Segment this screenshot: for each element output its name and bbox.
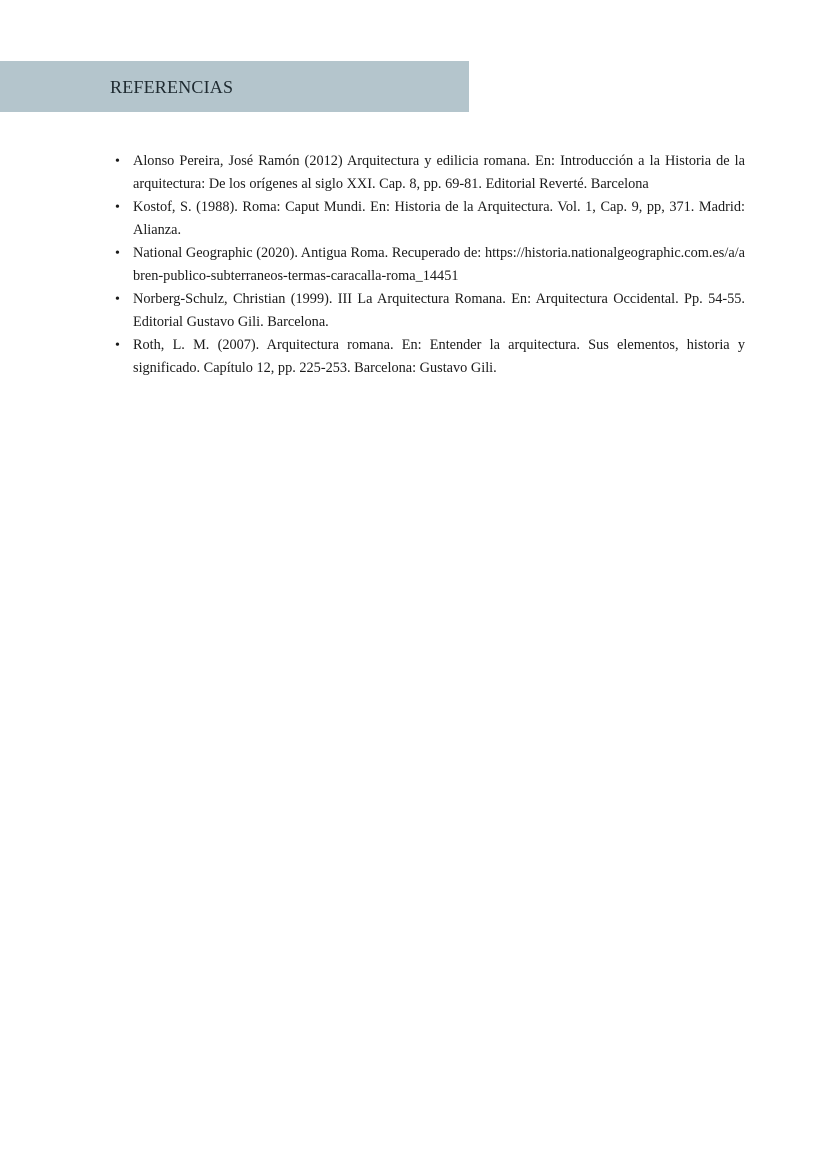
reference-text: National Geographic (2020). Antigua Roma. Recuperado de: bbox=[133, 245, 482, 261]
reference-text: Alonso Pereira, José Ramón (2012) Arquitectura y edilicia romana. En: Introducción a la Historia de la arquitectura: De los orígenes al siglo XXI. Cap. 8, pp. 69-81. Editorial Reverté. Barcelona bbox=[133, 153, 745, 192]
reference-item bbox=[115, 334, 745, 380]
section-title: REFERENCIAS bbox=[110, 77, 234, 97]
bullet-icon: • bbox=[115, 200, 120, 215]
reference-item bbox=[115, 150, 745, 196]
reference-text: Norberg-Schulz, Christian (1999). III La Arquitectura Romana. En: Arquitectura Occidental. Pp. 54-55. Editorial Gustavo Gili. Barcelona. bbox=[133, 291, 745, 330]
bullet-icon: • bbox=[115, 292, 120, 307]
reference-item bbox=[115, 242, 745, 288]
reference-text: Kostof, S. (1988). Roma: Caput Mundi. En: Historia de la Arquitectura. Vol. 1, Cap. 9, pp, 371. Madrid: Alianza. bbox=[133, 199, 745, 238]
bullet-icon: • bbox=[115, 154, 120, 169]
reference-text: Roth, L. M. (2007). Arquitectura romana. En: Entender la arquitectura. Sus elementos, historia y significado. Capítulo 12, pp. 225-253. Barcelona: Gustavo Gili. bbox=[133, 337, 745, 376]
reference-item bbox=[115, 196, 745, 242]
section-header-band bbox=[0, 61, 469, 112]
reference-link[interactable]: https://historia.nationalgeographic.com.es/a/abren-publico-subterraneos-termas-caracalla-roma_14451 bbox=[133, 245, 745, 284]
bullet-icon: • bbox=[115, 338, 120, 353]
references-list bbox=[115, 150, 745, 380]
bullet-icon: • bbox=[115, 246, 120, 261]
reference-item bbox=[115, 288, 745, 334]
